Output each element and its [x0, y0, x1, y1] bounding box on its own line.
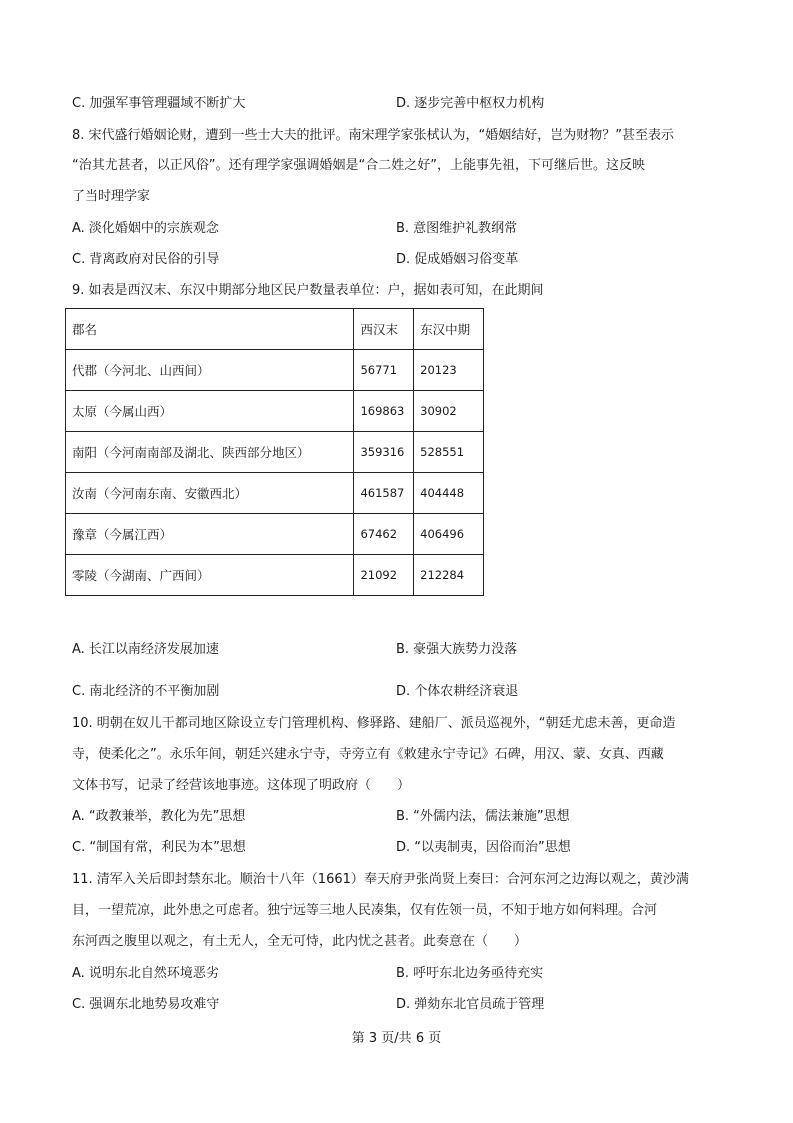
table-cell: 21092: [354, 555, 414, 596]
page-number-footer: 第 3 页/共 6 页: [351, 1031, 442, 1046]
q7-option-d[interactable]: D. 逐步完善中枢权力机构: [396, 96, 545, 111]
table-header-cell: 郡名: [66, 309, 354, 350]
table-cell: 359316: [354, 432, 414, 473]
q8-option-b[interactable]: B. 意图维护礼教纲常: [396, 221, 518, 236]
table-cell: 461587: [354, 473, 414, 514]
table-cell: 零陵（今湖南、广西间）: [66, 555, 354, 596]
q11-stem-line-1: 11. 清军入关后即封禁东北。顺治十八年（1661）奉天府尹张尚贤上奏曰：合河东河之边海以观之，黄沙满: [72, 872, 689, 887]
table-cell: 代郡（今河北、山西间）: [66, 350, 354, 391]
table-header-cell: 西汉末: [354, 309, 414, 350]
table-header-row: [66, 309, 484, 350]
q8-stem-line-3: 了当时理学家: [72, 189, 151, 204]
q10-option-a[interactable]: A. “政教兼举，教化为先”思想: [72, 809, 246, 824]
q11-stem-line-2: 目，一望荒凉，此外患之可虑者。独宁远等三地人民凑集，仅有佐领一员，不知于地方如何料理。合河: [72, 903, 658, 918]
table-cell: 56771: [354, 350, 414, 391]
q8-option-d[interactable]: D. 促成婚姻习俗变革: [396, 252, 519, 267]
table-cell: 豫章（今属江西）: [66, 514, 354, 555]
q11-option-b[interactable]: B. 呼吁东北边务亟待充实: [396, 966, 544, 981]
table-cell: 212284: [414, 555, 484, 596]
population-table: [65, 308, 484, 596]
table-row: [66, 391, 484, 432]
q9-option-a[interactable]: A. 长江以南经济发展加速: [72, 642, 219, 657]
table-cell: 406496: [414, 514, 484, 555]
table-cell: 67462: [354, 514, 414, 555]
table-row: [66, 514, 484, 555]
q10-option-d[interactable]: D. “以夷制夷，因俗而治”思想: [396, 840, 571, 855]
table-row: [66, 473, 484, 514]
q9-option-b[interactable]: B. 豪强大族势力没落: [396, 642, 518, 657]
table-cell: 南阳（今河南南部及湖北、陕西部分地区）: [66, 432, 354, 473]
q9-option-c[interactable]: C. 南北经济的不平衡加剧: [72, 684, 220, 699]
q9-option-d[interactable]: D. 个体农耕经济衰退: [396, 684, 519, 699]
table-cell: 404448: [414, 473, 484, 514]
q8-option-c[interactable]: C. 背离政府对民俗的引导: [72, 252, 220, 267]
table-cell: 30902: [414, 391, 484, 432]
table-row: [66, 432, 484, 473]
q7-option-c[interactable]: C. 加强军事管理疆域不断扩大: [72, 96, 246, 111]
table-cell: 528551: [414, 432, 484, 473]
table-row: [66, 350, 484, 391]
q10-option-c[interactable]: C. “制国有常，利民为本”思想: [72, 840, 246, 855]
q8-option-a[interactable]: A. 淡化婚姻中的宗族观念: [72, 221, 219, 236]
q11-option-a[interactable]: A. 说明东北自然环境恶劣: [72, 966, 219, 981]
q10-option-b[interactable]: B. “外儒内法，儒法兼施”思想: [396, 809, 570, 824]
q10-stem-line-1: 10. 明朝在奴儿干都司地区除设立专门管理机构、修驿路、建船厂、派员巡视外，“朝廷尤虑未善，更命造: [72, 716, 676, 731]
table-cell: 太原（今属山西）: [66, 391, 354, 432]
q10-stem-line-2: 寺，使柔化之”。永乐年间，朝廷兴建永宁寺，寺旁立有《敕建永宁寺记》石碑，用汉、蒙、女真、西藏: [72, 747, 664, 762]
q11-stem-line-3: 东河西之腹里以观之，有土无人，全无可恃，此内忧之甚者。此奏意在（ ）: [72, 934, 528, 949]
table-row: [66, 555, 484, 596]
q11-option-c[interactable]: C. 强调东北地势易攻难守: [72, 997, 220, 1012]
table-header-cell: 东汉中期: [414, 309, 484, 350]
table-cell: 169863: [354, 391, 414, 432]
table-cell: 汝南（今河南东南、安徽西北）: [66, 473, 354, 514]
q8-stem-line-2: “治其尤甚者，以正风俗”。还有理学家强调婚姻是“合二姓之好”，上能事先祖，下可继后世。这反映: [72, 158, 645, 173]
q9-stem: 9. 如表是西汉末、东汉中期部分地区民户数量表单位：户，据如表可知，在此期间: [72, 283, 544, 298]
table-cell: 20123: [414, 350, 484, 391]
q8-stem-line-1: 8. 宋代盛行婚姻论财，遭到一些士大夫的批评。南宋理学家张栻认为，“婚姻结好，岂为财物？”甚至表示: [72, 128, 675, 143]
q10-stem-line-3: 文体书写，记录了经营该地事迹。这体现了明政府（ ）: [72, 778, 411, 793]
q11-option-d[interactable]: D. 弹劾东北官员疏于管理: [396, 997, 545, 1012]
